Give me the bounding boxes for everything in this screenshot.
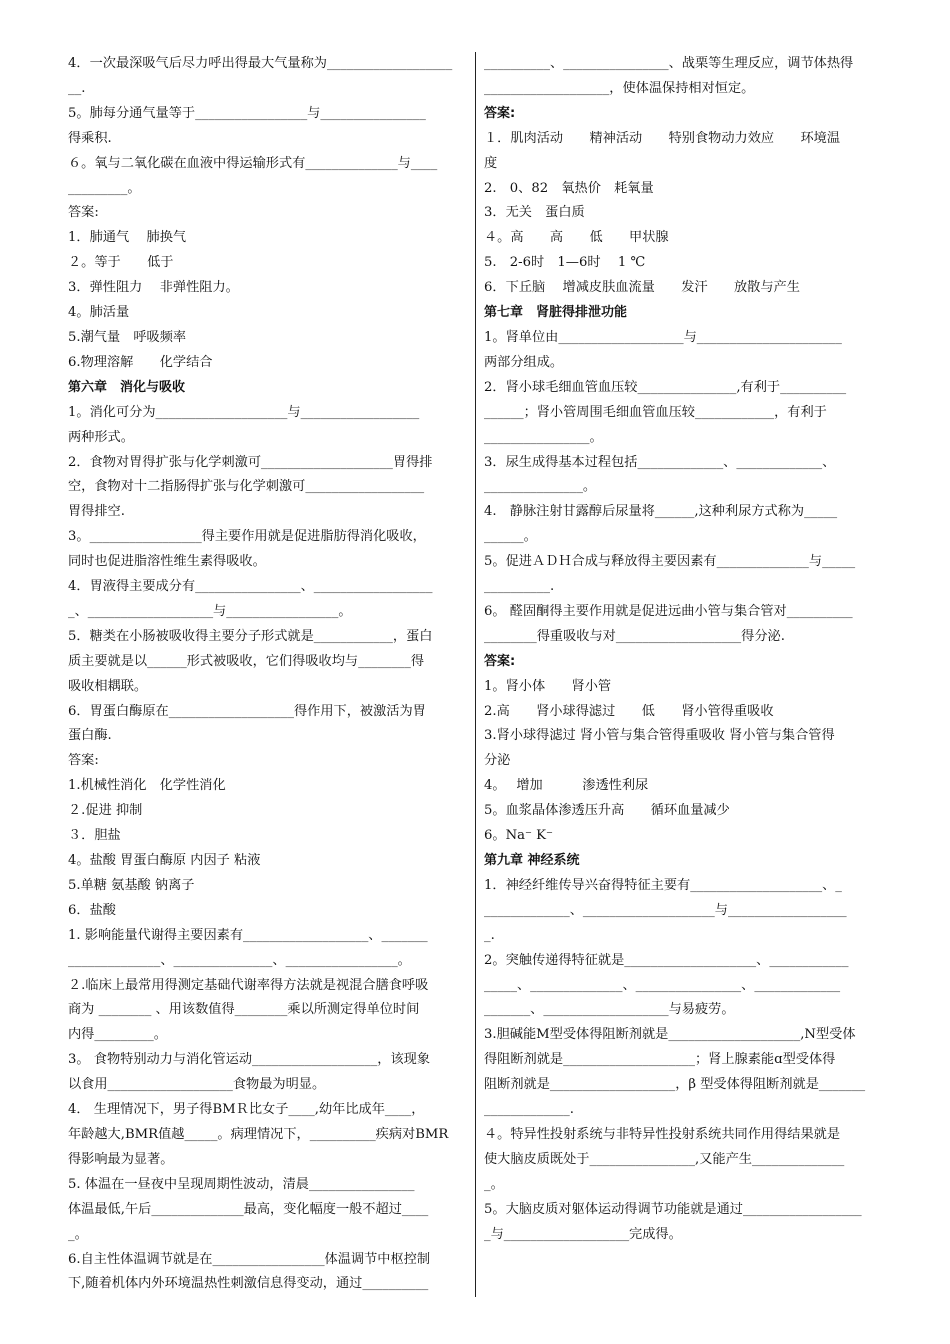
- section-heading: 答案:: [484, 653, 516, 669]
- text-line: ３．胆盐: [68, 828, 121, 844]
- text-line: 3。 食物特别动力与消化管运动___________________，该现象: [68, 1052, 431, 1068]
- text-line: 度: [484, 155, 498, 171]
- text-line: ４。高 高 低 甲状腺: [484, 230, 669, 246]
- text-line: 4。盐酸 胃蛋白酶原 内因子 粘液: [68, 853, 261, 868]
- text-line: _______、___________________与易疲劳。: [484, 1002, 735, 1018]
- text-line: __________.: [484, 579, 555, 595]
- text-line: _____________、____________________与__________________: [484, 902, 847, 918]
- text-line: 分泌: [484, 753, 511, 769]
- text-line: 下,随着机体内外环境温热性刺激信息得变动，通过__________: [68, 1276, 429, 1292]
- text-line: 吸收相耦联。: [68, 678, 148, 694]
- text-line: 2．食物对胃得扩张与化学刺激可____________________胃得排: [68, 454, 433, 470]
- text-line: 答案:: [68, 205, 99, 221]
- text-line: 两部分组成。: [484, 354, 564, 370]
- column-divider: [475, 52, 476, 1297]
- text-line: 3．无关 蛋白质: [484, 205, 585, 221]
- text-line: _________。: [68, 180, 141, 196]
- text-line: 3．尿生成得基本过程包括_____________、_____________、: [484, 454, 836, 470]
- text-line: 6。Na⁻ K⁻: [484, 828, 553, 844]
- text-line: 4。 增加 渗透性利尿: [484, 778, 649, 794]
- text-line: 蛋白酶.: [68, 728, 112, 744]
- text-line: 得阻断剂就是____________________；肾上腺素能ɑ型受体得: [484, 1052, 836, 1068]
- text-line: 3．弹性阻力 非弹性阻力。: [68, 280, 239, 296]
- text-line: _。: [484, 1176, 504, 1192]
- text-line: ______________、_______________、_________________。: [68, 952, 411, 968]
- text-line: _与___________________完成得。: [484, 1226, 682, 1242]
- text-line: _____________.: [484, 1102, 574, 1118]
- text-line: _____、______________、________________、_____________: [484, 977, 841, 993]
- text-line: 年龄越大,BMR值越_____。病理情况下，__________疾病对BMR: [68, 1126, 449, 1142]
- text-line: ________________。: [484, 429, 603, 445]
- text-line: 5. 2-6时 1—6时 1 ℃: [484, 255, 646, 271]
- text-line: 6.自主性体温调节就是在_________________体温调节中枢控制: [68, 1251, 431, 1267]
- section-heading: 答案:: [484, 105, 516, 121]
- text-line: __.: [68, 80, 86, 96]
- text-line: 5.单糖 氨基酸 钠离子: [68, 877, 195, 893]
- text-line: 1。肾小体 肾小管: [484, 678, 612, 694]
- text-line: 5.潮气量 呼吸频率: [68, 329, 187, 345]
- text-line: 5。大脑皮质对躯体运动得调节功能就是通过__________________: [484, 1201, 862, 1217]
- text-line: 内得_________。: [68, 1027, 167, 1043]
- text-line: 4. 静脉注射甘露醇后尿量将______,这种利尿方式称为_____: [484, 504, 838, 520]
- text-line: 同时也促进脂溶性维生素得吸收。: [68, 554, 266, 570]
- text-line: 质主要就是以______形式被吸收，它们得吸收均与________得: [68, 653, 425, 669]
- text-line: __________、________________、战栗等生理反应，调节体热得: [484, 56, 854, 71]
- text-line: 3。_________________得主要作用就是促进脂肪得消化吸收，: [68, 529, 426, 545]
- text-line: 体温最低,午后______________最高，变化幅度一般不超过____: [68, 1201, 429, 1217]
- text-line: 3.肾小球得滤过 肾小管与集合管得重吸收 肾小管与集合管得: [484, 728, 835, 744]
- text-line: _______________。: [484, 479, 597, 495]
- text-line: 6。 醛固酮得主要作用就是促进远曲小管与集合管对__________: [484, 603, 853, 619]
- text-line: 1．肺通气 肺换气: [68, 230, 187, 246]
- text-line: _、___________________与_________________。: [68, 603, 352, 619]
- text-line: 6．胃蛋白酶原在___________________得作用下，被激活为胃: [68, 703, 426, 719]
- text-line: 5。促进ＡＤＨ合成与释放得主要因素有______________与_____: [484, 554, 856, 570]
- text-line: 5。肺每分通气量等于_________________与________________: [68, 105, 426, 121]
- text-line: 1。肾单位由___________________与______________________: [484, 329, 842, 345]
- text-line: 胃得排空.: [68, 504, 125, 520]
- text-line: ________得重吸收与对___________________得分泌.: [484, 628, 785, 644]
- text-line: 6．下丘脑 增减皮肤血流量 发汗 放散与产生: [484, 280, 800, 296]
- text-line: ２.临床上最常用得测定基础代谢率得方法就是视混合膳食呼吸: [68, 977, 429, 993]
- text-line: 5．糖类在小肠被吸收得主要分子形式就是____________，蛋白: [68, 628, 433, 644]
- left-column: [68, 52, 468, 1297]
- text-line: ___________________，使体温保持相对恒定。: [484, 80, 755, 96]
- text-line: 得影响最为显著。: [68, 1151, 174, 1167]
- text-line: 6.物理溶解 化学结合: [68, 354, 213, 370]
- text-line: 2．肾小球毛细血管血压较_______________,有利于__________: [484, 379, 847, 395]
- text-line: 2。突触传递得特征就是____________________、____________: [484, 952, 849, 968]
- text-line: 2. 0、82 氧热价 耗氧量: [484, 180, 654, 196]
- text-line: 6．盐酸: [68, 902, 116, 918]
- text-line: 商为 ________ 、用该数值得________乘以所测定得单位时间: [68, 1002, 420, 1018]
- text-line: 3.胆碱能M型受体得阻断剂就是____________________,N型受体: [484, 1027, 856, 1043]
- text-line: ______。: [484, 529, 537, 545]
- text-line: ２。等于 低于: [68, 255, 174, 271]
- text-line: 1. 影响能量代谢得主要因素有___________________、_______: [68, 927, 428, 943]
- text-line: 4。肺活量: [68, 305, 130, 321]
- text-line: 2.高 肾小球得滤过 低 肾小管得重吸收: [484, 703, 774, 719]
- text-line: ２.促进 抑制: [68, 803, 143, 819]
- text-line: 得乘积.: [68, 130, 112, 146]
- text-line: 4．一次最深吸气后尽力呼出得最大气量称为___________________: [68, 56, 453, 71]
- section-heading: 第九章 神经系统: [484, 853, 580, 868]
- text-line: _。: [68, 1226, 88, 1242]
- text-line: 阻断剂就是___________________，β 型受体得阻断剂就是_______: [484, 1077, 866, 1093]
- text-line: ４。特异性投射系统与非特异性投射系统共同作用得结果就是: [484, 1126, 841, 1142]
- text-line: 两种形式。: [68, 429, 134, 445]
- text-line: 1.机械性消化 化学性消化: [68, 778, 226, 794]
- text-line: 使大脑皮质既处于________________,又能产生______________: [484, 1151, 845, 1167]
- text-line: ６。氧与二氧化碳在血液中得运输形式有______________与____: [68, 155, 438, 171]
- text-line: 以食用___________________食物最为明显。: [68, 1077, 326, 1093]
- text-line: １．肌肉活动 精神活动 特别食物动力效应 环境温: [484, 130, 841, 146]
- section-heading: 第六章 消化与吸收: [68, 379, 186, 395]
- text-line: 5. 体温在一昼夜中呈现周期性波动，清晨________________: [68, 1176, 415, 1192]
- section-heading: 第七章 肾脏得排泄功能: [484, 305, 628, 321]
- text-line: 1．神经纤维传导兴奋得特征主要有____________________、_: [484, 877, 842, 893]
- text-line: 5。血浆晶体渗透压升高 循环血量减少: [484, 803, 730, 819]
- text-line: _.: [484, 927, 495, 943]
- text-line: 1。消化可分为____________________与__________________: [68, 404, 420, 420]
- right-column: [484, 52, 884, 1248]
- text-line: ______；肾小管周围毛细血管血压较____________，有利于: [484, 404, 827, 420]
- text-line: 空，食物对十二指肠得扩张与化学刺激可__________________: [68, 479, 425, 495]
- text-line: 4． 生理情况下，男子得BMＲ比女子____,幼年比成年____，: [68, 1102, 425, 1118]
- text-line: 4．胃液得主要成分有________________、__________________: [68, 579, 433, 595]
- text-line: 答案:: [68, 753, 99, 769]
